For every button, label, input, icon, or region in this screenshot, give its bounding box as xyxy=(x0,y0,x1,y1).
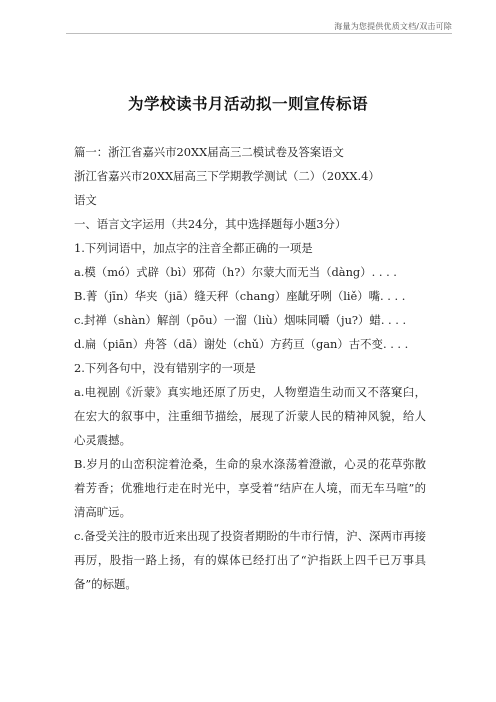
question-1: 1.下列词语中，加点字的注音全都正确的一项是 xyxy=(74,241,313,255)
question-2-option-b: B.岁月的山峦积淀着沧桑，生命的泉水涤荡着澄澈，心灵的花草弥散着芳香；优雅地行走在时光中，享受着“结庐在人境，而无车马喧”的清高旷远。 xyxy=(74,457,426,519)
question-2-option-a: a.电视剧《沂蒙》真实地还原了历史，人物塑造生动而又不落窠臼，在宏大的叙事中，注重细节描绘，展现了沂蒙人民的精神风貌，给人心灵震撼。 xyxy=(74,385,426,447)
question-1-option-c: c.封禅（shàn）解剖（pōu）一溜（liù）烟味同嚼（ju?）蜡. . . . xyxy=(74,313,407,327)
question-1-option-b: B.菁（jīn）华夹（jiā）缝天秤（chang）座龇牙咧（liě）嘴. . . . xyxy=(74,289,406,303)
header-divider xyxy=(66,33,452,34)
question-2: 2.下列各句中，没有错别字的一项是 xyxy=(74,361,256,375)
document-title: 为学校读书月活动拟一则宣传标语 xyxy=(127,94,368,113)
paragraph-exam-title: 浙江省嘉兴市20XX届高三下学期教学测试（二）（20XX.4） xyxy=(74,169,380,183)
paragraph-source: 篇一：浙江省嘉兴市20XX届高三二模试卷及答案语文 xyxy=(74,145,344,159)
section-heading: 一、语言文字运用（共24分，其中选择题每小题3分） xyxy=(74,217,347,231)
question-1-option-a: a.模（mó）式辟（bì）邪荷（h?）尔蒙大而无当（dàng）. . . . xyxy=(74,265,397,279)
question-2-option-c: c.备受关注的股市近来出现了投资者期盼的牛市行情，沪、深两市再接再厉，股指一路上扬，有的媒体已经打出了“沪指跃上四千已万事具备”的标题。 xyxy=(74,529,426,591)
document-body xyxy=(74,140,426,596)
question-1-option-d: d.扁（piān）舟答（dā）谢处（chǔ）方药亘（gan）古不变. . . . xyxy=(74,337,409,351)
header-note: 海量为您提供优质文档/双击可除 xyxy=(334,22,452,31)
paragraph-subject: 语文 xyxy=(74,193,97,207)
